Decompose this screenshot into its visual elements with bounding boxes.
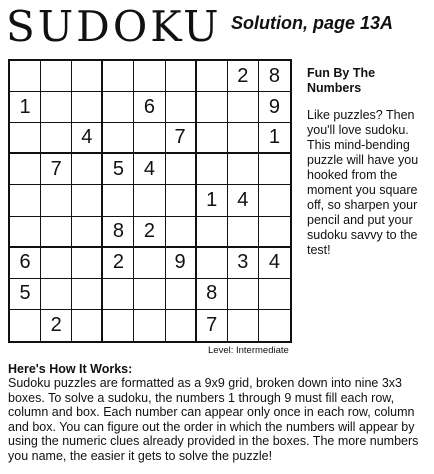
difficulty-level: Level: Intermediate xyxy=(208,345,289,356)
sudoku-cell-r9-c1[interactable] xyxy=(10,310,41,341)
sudoku-cell-r5-c9[interactable] xyxy=(259,185,290,216)
sudoku-cell-r1-c1[interactable] xyxy=(10,61,41,92)
sudoku-cell-r5-c8[interactable]: 4 xyxy=(228,185,259,216)
sudoku-cell-r6-c7[interactable] xyxy=(197,217,228,248)
sudoku-cell-r7-c9[interactable]: 4 xyxy=(259,248,290,279)
sudoku-cell-r6-c6[interactable] xyxy=(166,217,197,248)
sudoku-cell-r5-c4[interactable] xyxy=(103,185,134,216)
sudoku-cell-r3-c8[interactable] xyxy=(228,123,259,154)
sudoku-cell-r7-c2[interactable] xyxy=(41,248,72,279)
sudoku-cell-r3-c5[interactable] xyxy=(134,123,165,154)
sidebar-body: Like puzzles? Then you'll love sudoku. This mind-bending puzzle will have you hooked from the moment you square off, so sharpen your pencil and put your sudoku savvy to the test! xyxy=(307,108,419,257)
sudoku-cell-r8-c6[interactable] xyxy=(166,279,197,310)
sudoku-cell-r4-c9[interactable] xyxy=(259,154,290,185)
puzzle-title: SUDOKU xyxy=(6,2,222,51)
solution-reference: Solution, page 13A xyxy=(231,13,394,33)
sudoku-cell-r6-c4[interactable]: 8 xyxy=(103,217,134,248)
sudoku-cell-r5-c3[interactable] xyxy=(72,185,103,216)
sudoku-cell-r7-c5[interactable] xyxy=(134,248,165,279)
sudoku-cell-r8-c5[interactable] xyxy=(134,279,165,310)
sudoku-cell-r2-c5[interactable]: 6 xyxy=(134,92,165,123)
sudoku-cell-r8-c7[interactable]: 8 xyxy=(197,279,228,310)
sudoku-cell-r5-c2[interactable] xyxy=(41,185,72,216)
sudoku-cell-r4-c7[interactable] xyxy=(197,154,228,185)
sudoku-cell-r2-c9[interactable]: 9 xyxy=(259,92,290,123)
sudoku-cell-r3-c3[interactable]: 4 xyxy=(72,123,103,154)
sudoku-cell-r1-c4[interactable] xyxy=(103,61,134,92)
sudoku-cell-r9-c2[interactable]: 2 xyxy=(41,310,72,341)
sudoku-cell-r8-c8[interactable] xyxy=(228,279,259,310)
sudoku-cell-r5-c1[interactable] xyxy=(10,185,41,216)
sudoku-cell-r4-c6[interactable] xyxy=(166,154,197,185)
sudoku-cell-r9-c7[interactable]: 7 xyxy=(197,310,228,341)
instructions-heading: Here's How It Works: xyxy=(8,362,133,376)
instructions-body: Sudoku puzzles are formatted as a 9x9 grid, broken down into nine 3x3 boxes. To solve a sudoku, the numbers 1 through 9 must fill each row, column and box. Each number can appear only once in each row, column and box. You can figure out the order in which the numbers will appear by using the numeric clues already provided in the boxes. The more numbers you name, the easier it gets to solve the puzzle! xyxy=(8,376,419,463)
sudoku-cell-r9-c6[interactable] xyxy=(166,310,197,341)
sudoku-cell-r6-c5[interactable]: 2 xyxy=(134,217,165,248)
sudoku-cell-r8-c1[interactable]: 5 xyxy=(10,279,41,310)
sudoku-cell-r9-c4[interactable] xyxy=(103,310,134,341)
sudoku-cell-r2-c3[interactable] xyxy=(72,92,103,123)
sudoku-cell-r2-c7[interactable] xyxy=(197,92,228,123)
sudoku-cell-r2-c2[interactable] xyxy=(41,92,72,123)
sudoku-cell-r9-c8[interactable] xyxy=(228,310,259,341)
sudoku-cell-r3-c6[interactable]: 7 xyxy=(166,123,197,154)
sudoku-cell-r7-c8[interactable]: 3 xyxy=(228,248,259,279)
sudoku-cell-r1-c2[interactable] xyxy=(41,61,72,92)
sudoku-cell-r6-c9[interactable] xyxy=(259,217,290,248)
sudoku-cell-r7-c1[interactable]: 6 xyxy=(10,248,41,279)
sudoku-cell-r6-c8[interactable] xyxy=(228,217,259,248)
sudoku-cell-r3-c4[interactable] xyxy=(103,123,134,154)
sudoku-cell-r8-c4[interactable] xyxy=(103,279,134,310)
sudoku-cell-r5-c5[interactable] xyxy=(134,185,165,216)
sudoku-cell-r4-c8[interactable] xyxy=(228,154,259,185)
sudoku-cell-r6-c2[interactable] xyxy=(41,217,72,248)
sudoku-cell-r9-c3[interactable] xyxy=(72,310,103,341)
sudoku-cell-r1-c6[interactable] xyxy=(166,61,197,92)
sudoku-cell-r5-c7[interactable]: 1 xyxy=(197,185,228,216)
sudoku-cell-r2-c6[interactable] xyxy=(166,92,197,123)
sudoku-cell-r2-c1[interactable]: 1 xyxy=(10,92,41,123)
sudoku-cell-r7-c4[interactable]: 2 xyxy=(103,248,134,279)
sudoku-cell-r1-c7[interactable] xyxy=(197,61,228,92)
sudoku-cell-r6-c1[interactable] xyxy=(10,217,41,248)
sudoku-cell-r6-c3[interactable] xyxy=(72,217,103,248)
sudoku-cell-r3-c7[interactable] xyxy=(197,123,228,154)
sudoku-grid xyxy=(8,59,292,343)
sudoku-cell-r4-c3[interactable] xyxy=(72,154,103,185)
sudoku-cell-r2-c8[interactable] xyxy=(228,92,259,123)
sudoku-cell-r3-c9[interactable]: 1 xyxy=(259,123,290,154)
sudoku-cell-r7-c7[interactable] xyxy=(197,248,228,279)
sidebar-title: Fun By The Numbers xyxy=(307,66,376,95)
sudoku-cell-r3-c1[interactable] xyxy=(10,123,41,154)
sudoku-cell-r9-c9[interactable] xyxy=(259,310,290,341)
sudoku-cell-r1-c8[interactable]: 2 xyxy=(228,61,259,92)
sudoku-cell-r4-c1[interactable] xyxy=(10,154,41,185)
sudoku-cell-r7-c6[interactable]: 9 xyxy=(166,248,197,279)
sidebar xyxy=(307,66,431,258)
sudoku-cell-r1-c5[interactable] xyxy=(134,61,165,92)
sudoku-cell-r4-c4[interactable]: 5 xyxy=(103,154,134,185)
sudoku-cell-r2-c4[interactable] xyxy=(103,92,134,123)
sudoku-cell-r8-c9[interactable] xyxy=(259,279,290,310)
sudoku-cell-r1-c9[interactable]: 8 xyxy=(259,61,290,92)
sudoku-cell-r1-c3[interactable] xyxy=(72,61,103,92)
sudoku-cell-r8-c3[interactable] xyxy=(72,279,103,310)
sudoku-cell-r3-c2[interactable] xyxy=(41,123,72,154)
sudoku-cell-r8-c2[interactable] xyxy=(41,279,72,310)
sudoku-cell-r5-c6[interactable] xyxy=(166,185,197,216)
sudoku-cell-r4-c2[interactable]: 7 xyxy=(41,154,72,185)
sudoku-cell-r4-c5[interactable]: 4 xyxy=(134,154,165,185)
sudoku-cell-r7-c3[interactable] xyxy=(72,248,103,279)
sudoku-cell-r9-c5[interactable] xyxy=(134,310,165,341)
